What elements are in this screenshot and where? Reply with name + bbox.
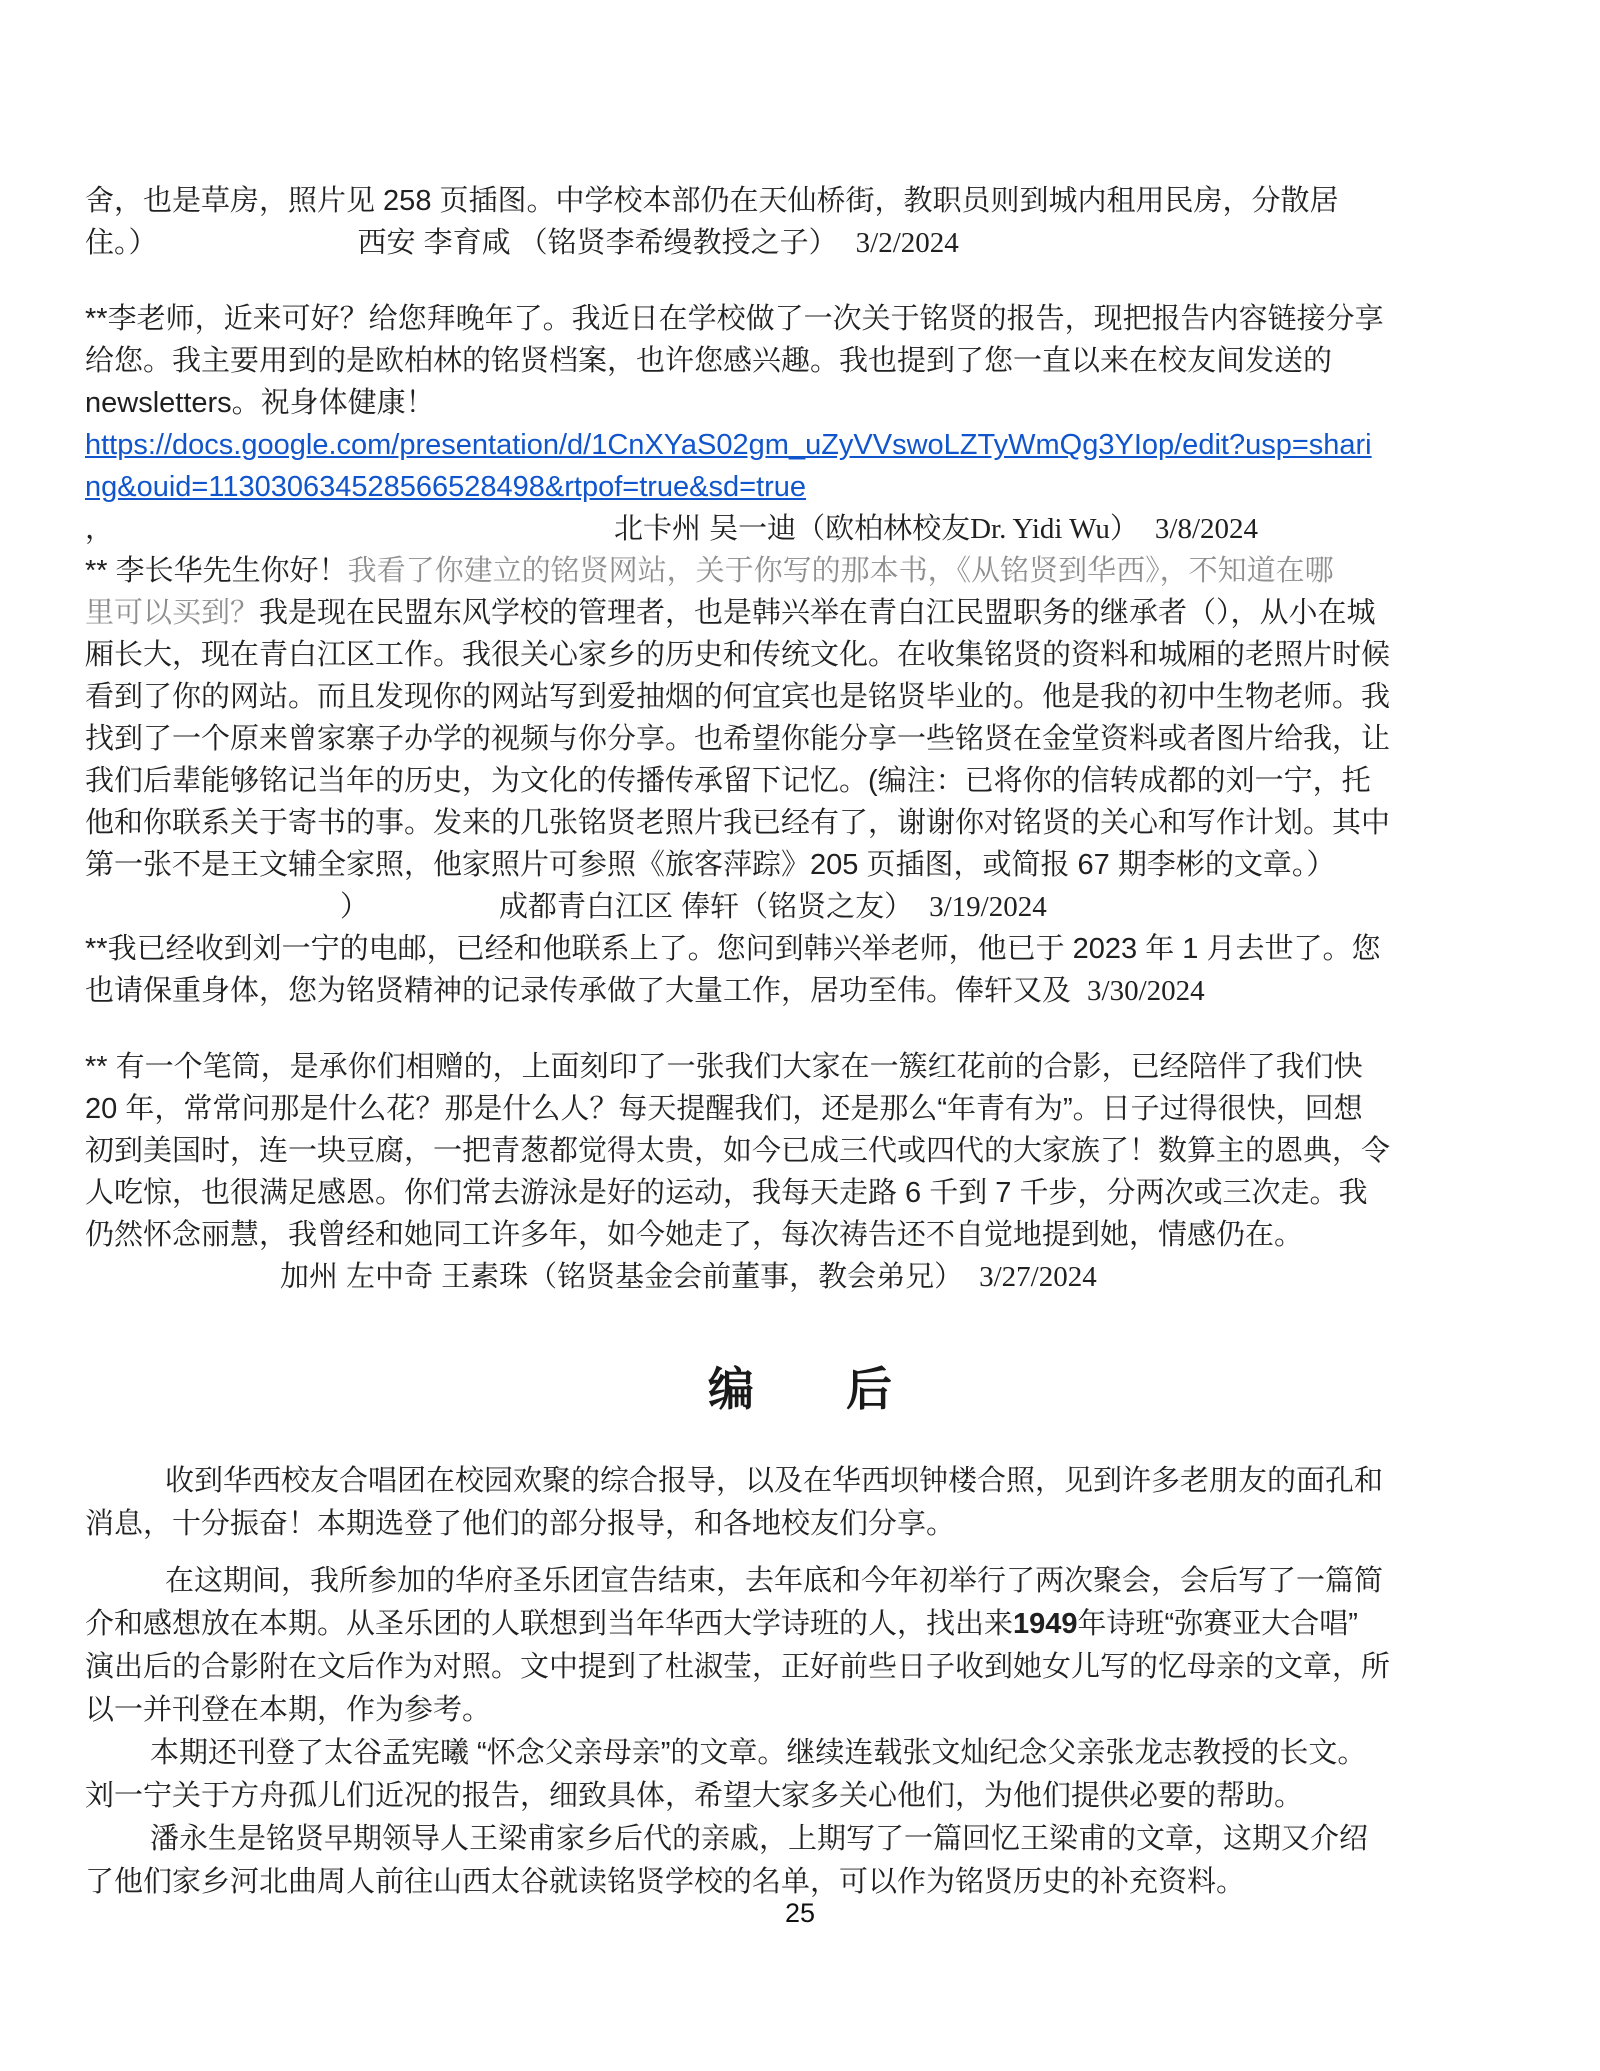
- attribution-line: [85, 222, 1515, 264]
- text-segment: 里可以买到？: [85, 597, 260, 629]
- text-line: [85, 180, 1515, 222]
- text-line: [85, 466, 1515, 508]
- text-segment: ** 有一个笔筒，是承你们相赠的，上面刻印了一张我们大家在一簇红花前的合影，已经陪伴了我们快: [85, 1051, 1363, 1083]
- text-line: [85, 760, 1515, 802]
- attribution-line: [85, 886, 1515, 928]
- text-segment: 演出后的合影附在文后作为对照。文中提到了杜淑莹，正好前些日子收到她女儿写的忆母亲的文章，所: [85, 1651, 1391, 1683]
- text-segment: 仍然怀念丽慧，我曾经和她同工许多年，如今她走了，每次祷告还不自觉地提到她，情感仍在。: [85, 1219, 1304, 1251]
- text-line: [85, 1775, 1515, 1818]
- text-segment: ，: [85, 513, 115, 545]
- text-segment: 3/27/2024: [979, 1261, 1097, 1293]
- text-segment: 找到了一个原来曾家寨子办学的视频与你分享。也希望你能分享一些铭贤在金堂资料或者图片给我，让: [85, 723, 1391, 755]
- text-segment: 厢长大，现在青白江区工作。我很关心家乡的历史和传统文化。在收集铭贤的资料和城厢的老照片时候: [85, 639, 1391, 671]
- text-segment: 本期还刊登了太谷孟宪曦 “怀念父亲母亲”的文章。继续连载张文灿纪念父亲张龙志教授的长文。: [150, 1737, 1367, 1769]
- text-segment: 3/30/2024: [1087, 975, 1205, 1007]
- text-segment: 了他们家乡河北曲周人前往山西太谷就读铭贤学校的名单，可以作为铭贤历史的补充资料。: [85, 1866, 1246, 1898]
- text-segment: 北卡州 吴一迪（欧柏林校友: [614, 513, 971, 545]
- text-segment: ）: [340, 891, 370, 923]
- google-docs-link[interactable]: ng&ouid=113030634528566528498&rtpof=true&sd=true: [85, 471, 807, 503]
- text-line: [85, 550, 1515, 592]
- text-segment: 我看了你建立的铭贤网站，关于你写的那本书，《从铭贤到华西》，不知道在哪: [347, 555, 1334, 587]
- text-segment: 3/2/2024: [855, 227, 959, 259]
- text-segment: 消息，十分振奋！本期选登了他们的部分报导，和各地校友们分享。: [85, 1508, 956, 1540]
- text-segment: 以一并刊登在本期，作为参考。: [85, 1694, 492, 1726]
- text-segment: **我已经收到刘一宁的电邮，已经和他联系上了。您问到韩兴举老师，他已于 2023 年 1 月去世了。您: [85, 933, 1381, 965]
- text-line: [85, 382, 1515, 424]
- text-segment: **李老师，近来可好？给您拜晚年了。我近日在学校做了一次关于铭贤的报告，现把报告内容链接分享: [85, 303, 1384, 335]
- text-segment: 收到华西校友合唱团在校园欢聚的综合报导，以及在华西坝钟楼合照，见到许多老朋友的面孔和: [165, 1465, 1384, 1497]
- text-line: [85, 634, 1515, 676]
- text-line: [85, 1603, 1515, 1646]
- text-segment: 3/19/2024: [929, 891, 1047, 923]
- text-segment: 刘一宁关于方舟孤儿们近况的报告，细致具体，希望大家多关心他们，为他们提供必要的帮助。: [85, 1780, 1304, 1812]
- attribution-line: [85, 1256, 1515, 1298]
- text-line: [85, 592, 1515, 634]
- text-segment: 1949: [1013, 1608, 1078, 1640]
- text-line: [85, 718, 1515, 760]
- text-segment: 介和感想放在本期。从圣乐团的人联想到当年华西大学诗班的人，找出来: [85, 1608, 1014, 1640]
- text-line: [85, 298, 1515, 340]
- text-segment: 他和你联系关于寄书的事。发来的几张铭贤老照片我已经有了，谢谢你对铭贤的关心和写作计划。其中: [85, 807, 1391, 839]
- google-docs-link[interactable]: https://docs.google.com/presentation/d/1CnXYaS02gm_uZyVVswoLZTyWmQg3YIop/edit?usp=shari: [85, 429, 1372, 461]
- text-segment: 舍，也是草房，照片见 258 页插图。中学校本部仍在天仙桥街，教职员则到城内租用民房，分散居: [85, 185, 1339, 217]
- text-line: [85, 1460, 1515, 1503]
- text-line: [85, 1503, 1515, 1546]
- text-segment: 看到了你的网站。而且发现你的网站写到爱抽烟的何宜宾也是铭贤毕业的。他是我的初中生物老师。我: [85, 681, 1391, 713]
- text-segment: 加州 左中奇 王素珠（铭贤基金会前董事，教会弟兄）: [280, 1261, 964, 1293]
- text-line: [85, 844, 1515, 886]
- text-segment: ）: [1109, 513, 1139, 545]
- text-segment: 成都青白江区 俸轩（铭贤之友）: [499, 891, 914, 923]
- text-segment: 也请保重身体，您为铭贤精神的记录传承做了大量工作，居功至伟。俸轩又及: [85, 975, 1072, 1007]
- text-line: [85, 676, 1515, 718]
- editor-note-section: [0, 1460, 1600, 1904]
- text-line: [85, 1130, 1515, 1172]
- text-line: [85, 802, 1515, 844]
- attribution-line: [85, 970, 1515, 1012]
- text-line: [85, 1088, 1515, 1130]
- text-line: [85, 1046, 1515, 1088]
- text-line: [85, 340, 1515, 382]
- text-line: [85, 1172, 1515, 1214]
- text-segment: 我是现在民盟东风学校的管理者，也是韩兴举在青白江民盟职务的继承者（），从小在城: [259, 597, 1376, 629]
- text-line: [85, 1732, 1515, 1775]
- text-segment: 潘永生是铭贤早期领导人王梁甫家乡后代的亲戚，上期写了一篇回忆王梁甫的文章，这期又介绍: [150, 1823, 1369, 1855]
- text-line: [85, 1646, 1515, 1689]
- page-number: 25: [784, 1898, 816, 1928]
- attribution-line: [85, 508, 1515, 550]
- text-segment: 20 年，常常问那是什么花？那是什么人？每天提醒我们，还是那么“年青有为”。日子过得很快，回想: [85, 1093, 1363, 1125]
- text-segment: 初到美国时，连一块豆腐，一把青葱都觉得太贵，如今已成三代或四代的大家族了！数算主的恩典，令: [85, 1135, 1391, 1167]
- text-segment: 3/8/2024: [1154, 513, 1259, 545]
- text-line: [85, 1818, 1515, 1861]
- text-segment: 我们后辈能够铭记当年的历史，为文化的传播传承留下记忆。(编注：已将你的信转成都的刘一宁，托: [85, 765, 1371, 797]
- text-segment: 年诗班“弥赛亚大合唱”: [1077, 1608, 1358, 1640]
- text-segment: 给您。我主要用到的是欧柏林的铭贤档案，也许您感兴趣。我也提到了您一直以来在校友间发送的: [85, 345, 1333, 377]
- text-line: [85, 1560, 1515, 1603]
- text-segment: Dr. Yidi Wu: [970, 513, 1110, 545]
- text-segment: newsletters。祝身体健康！: [85, 387, 435, 419]
- text-segment: 人吃惊，也很满足感恩。你们常去游泳是好的运动，我每天走路 6 千到 7 千步，分两次或三次走。我: [85, 1177, 1368, 1209]
- text-line: [85, 928, 1515, 970]
- text-line: [85, 1689, 1515, 1732]
- text-segment: 住。）: [85, 227, 158, 259]
- editor-note-heading: 编 后: [708, 1363, 892, 1415]
- text-segment: ** 李长华先生你好！: [85, 555, 348, 587]
- text-segment: 在这期间，我所参加的华府圣乐团宣告结束，去年底和今年初举行了两次聚会，会后写了一篇简: [165, 1565, 1384, 1597]
- text-segment: 西安 李育咸 （铭贤李希缦教授之子）: [357, 227, 838, 259]
- text-line: [85, 1214, 1515, 1256]
- text-line: [85, 424, 1515, 466]
- text-segment: 第一张不是王文辅全家照，他家照片可参照《旅客萍踪》205 页插图，或简报 67 期李彬的文章。）: [85, 849, 1336, 881]
